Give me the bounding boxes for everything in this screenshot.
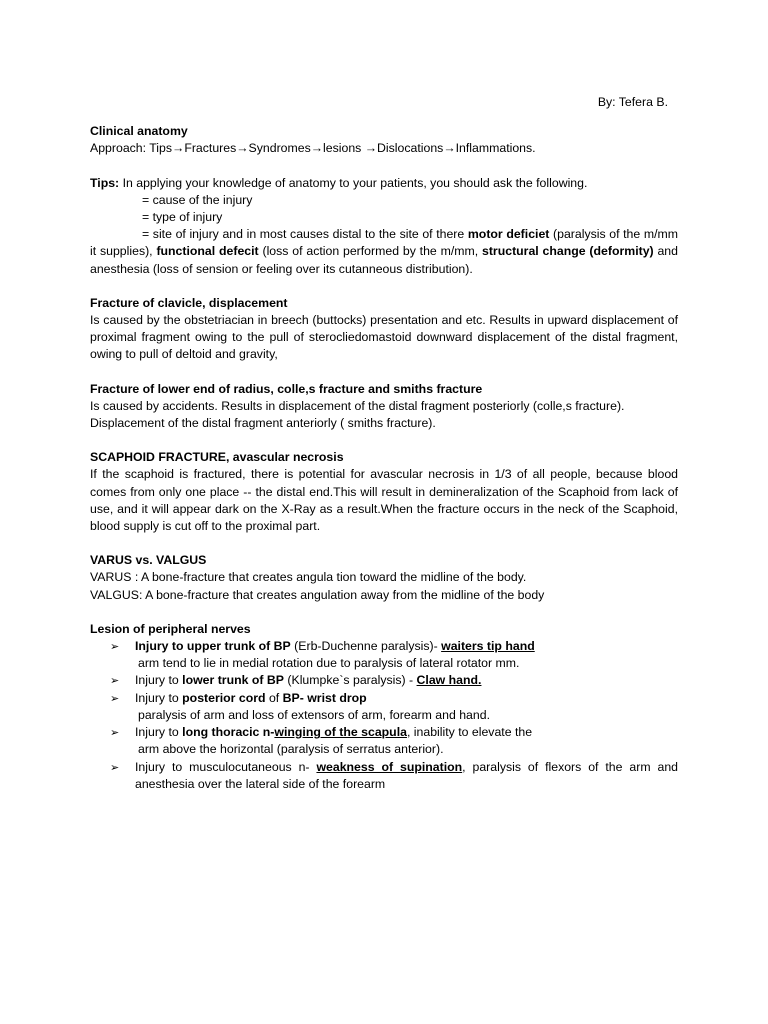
scaphoid-heading: [90, 449, 678, 466]
musculocutaneous-text: Injury to musculocutaneous n-: [135, 759, 317, 774]
lower-trunk-label: lower trunk of BP: [182, 673, 284, 688]
valgus-line: VALGUS: A bone-fracture that creates angulation away from the midline of the body: [90, 587, 545, 602]
wrist-drop-label: BP- wrist drop: [282, 690, 367, 705]
upper-trunk-continuation: arm tend to lie in medial rotation due to paralysis of lateral rotator mm.: [138, 656, 520, 671]
document-title: [90, 123, 678, 140]
elevate-text: , inability to elevate the: [406, 725, 533, 740]
approach-line: Approach: Tips→Fractures→Syndromes→lesions →Dislocations→Inflammations.: [90, 141, 536, 156]
arrow-bullet-icon: ➢: [110, 726, 120, 740]
nerves-heading-text: Lesion of peripheral nerves: [90, 621, 251, 636]
of-text: of: [265, 690, 283, 705]
musculocutaneous-continuation: , paralysis of flexors of the arm and anesthesia over the lateral side of the forearm: [135, 759, 678, 791]
varus-heading: [90, 552, 678, 569]
clavicle-section: [90, 295, 678, 364]
radius-section: [90, 381, 678, 433]
author-line: By: Tefera B.: [597, 95, 668, 109]
tips-section: [90, 175, 678, 278]
arrow-bullet-icon: ➢: [110, 640, 120, 654]
list-item: [90, 690, 678, 724]
tips-item-cause: = cause of the injury: [142, 192, 253, 207]
clavicle-heading-text: Fracture of clavicle, displacement: [90, 295, 288, 310]
nerves-section: [90, 621, 678, 793]
upper-trunk-label: Injury to upper trunk of BP: [135, 639, 291, 654]
scaphoid-body: If the scaphoid is fractured, there is potential for avascular necrosis in 1/3 of all people, because blood comes from only one place -- the distal end.This will result in demineralization of the Scaphoid from lack of use, and it will appear dark on the X-Ray as a result.When the fracture occurs in the neck of the Scaphoid, blood supply is cut off to the proximal part.: [90, 467, 678, 534]
list-item: [90, 672, 678, 689]
varus-heading-text: VARUS vs. VALGUS: [90, 553, 207, 568]
tips-item-type: = type of injury: [142, 210, 223, 225]
scaphoid-section: [90, 449, 678, 535]
injury-to-text: Injury to: [135, 690, 183, 705]
posterior-cord-label: posterior cord: [182, 690, 266, 705]
nerves-heading: [90, 621, 678, 638]
weakness-of-supination: weakness of supination: [316, 759, 463, 774]
injury-to-text: Injury to: [135, 725, 183, 740]
radius-line-2: Displacement of the distal fragment anteriorly ( smiths fracture).: [90, 416, 436, 431]
title-text: Clinical anatomy: [90, 124, 188, 139]
claw-hand: Claw hand.: [416, 673, 482, 688]
list-item: [90, 638, 678, 672]
erb-duchenne-text: (Erb-Duchenne paralysis)-: [290, 639, 442, 654]
radius-line-1: Is caused by accidents. Results in displacement of the distal fragment posteriorly (colle,s fracture).: [90, 398, 625, 413]
injury-to-text: Injury to: [135, 673, 183, 688]
list-item: [90, 759, 678, 793]
arrow-bullet-icon: ➢: [110, 760, 120, 774]
clavicle-heading: [90, 295, 678, 312]
tips-site-text: = site of injury and in most causes distal to the site of there: [142, 227, 468, 242]
tips-item-site: [90, 226, 678, 278]
varus-line: VARUS : A bone-fracture that creates angula tion toward the midline of the body.: [90, 570, 527, 585]
arrow-bullet-icon: ➢: [110, 691, 120, 705]
tips-motor-deficiet: motor deficiet: [467, 227, 550, 242]
waiters-tip-hand: waiters tip hand: [441, 639, 535, 654]
tips-label: Tips:: [90, 175, 120, 190]
tips-site-text-4: and anesthesia (loss of sension or feeling over its cutanneous distribution).: [90, 244, 678, 276]
radius-heading-text: Fracture of lower end of radius, colle,s fracture and smiths fracture: [90, 381, 483, 396]
long-thoracic-continuation: arm above the horizontal (paralysis of serratus anterior).: [138, 742, 444, 757]
tips-site-text-3: (loss of action performed by the m/mm,: [258, 244, 482, 259]
tips-functional-defecit: functional defecit: [156, 244, 259, 259]
scaphoid-heading-text: SCAPHOID FRACTURE, avascular necrosis: [90, 450, 344, 465]
tips-intro-text: In applying your knowledge of anatomy to your patients, you should ask the following.: [119, 175, 588, 190]
posterior-cord-continuation: paralysis of arm and loss of extensors of arm, forearm and hand.: [138, 707, 490, 722]
tips-intro: [90, 175, 678, 192]
klumpke-text: (Klumpke`s paralysis) -: [283, 673, 417, 688]
clavicle-body: Is caused by the obstetriacian in breech (buttocks) presentation and etc. Results in upward displacement of proximal fragment owing to the pull of sterocliedomastoid downward displacement of the distal fragment, owing to pull of deltoid and gravity,: [90, 313, 678, 362]
list-item: [90, 724, 678, 758]
nerves-list: [90, 638, 678, 793]
tips-structural-change: structural change (deformity): [482, 244, 654, 259]
arrow-bullet-icon: ➢: [110, 674, 120, 688]
varus-section: [90, 552, 678, 604]
winging-of-scapula: winging of the scapula: [274, 725, 407, 740]
tips-site-text-2: (paralysis of the m/mm it supplies),: [90, 227, 678, 259]
radius-heading: [90, 381, 678, 398]
long-thoracic-label: long thoracic n-: [182, 725, 275, 740]
document-content: [90, 94, 678, 793]
